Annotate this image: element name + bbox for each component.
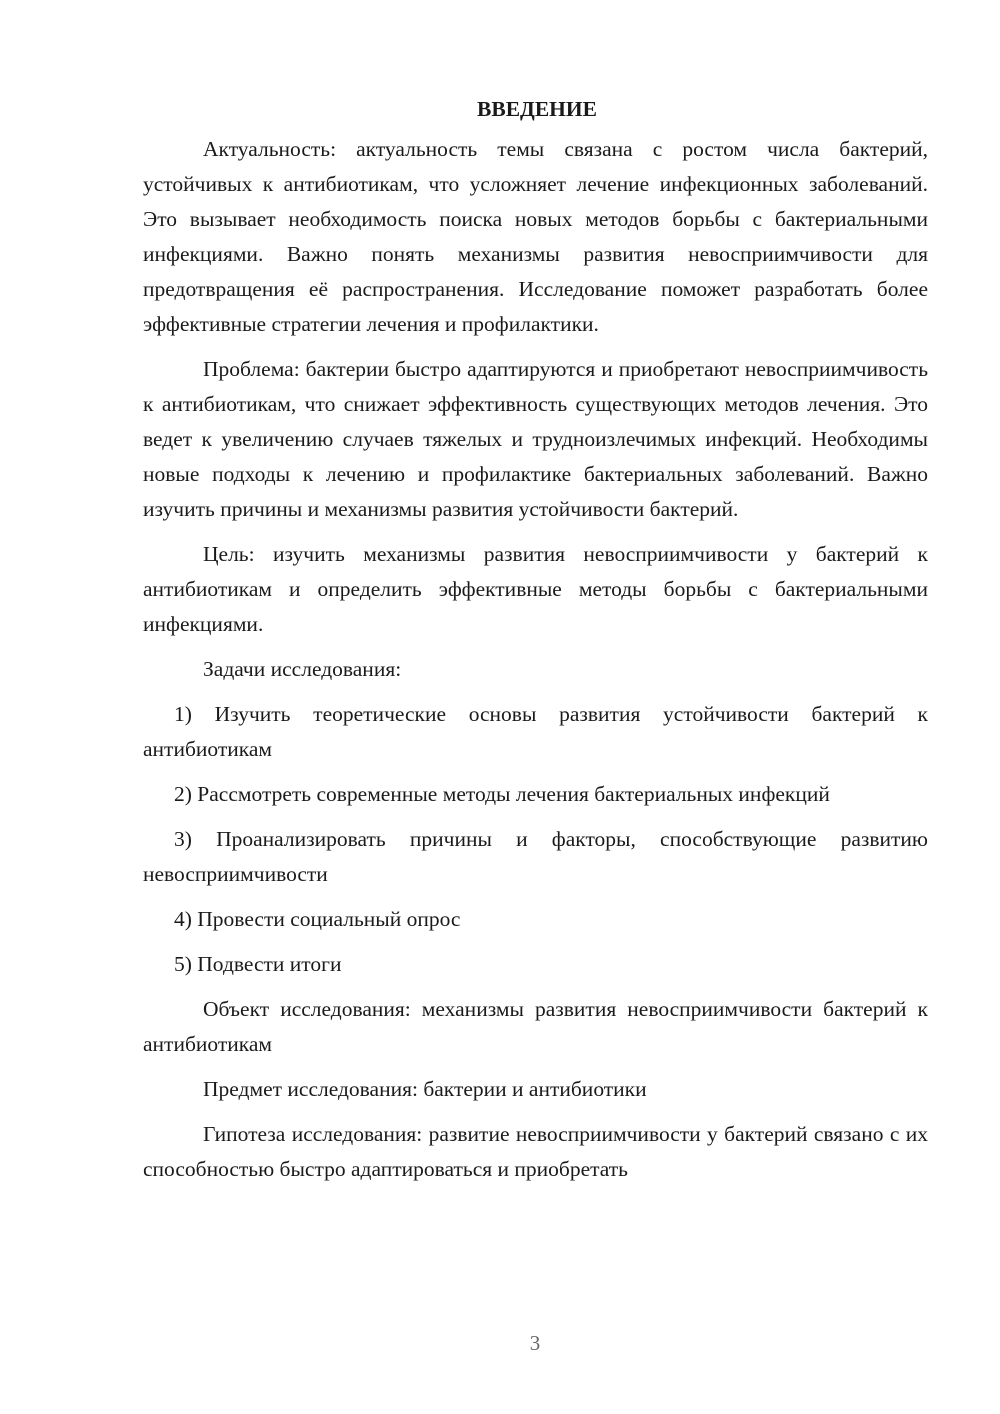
section-heading: ВВЕДЕНИЕ (477, 97, 597, 121)
task-item-3: 3) Проанализировать причины и факторы, способствующие развитию невосприимчивости (143, 827, 928, 886)
hypothesis-paragraph: Гипотеза исследования: развитие невосприимчивости у бактерий связано с их способностью быстро адаптироваться и приобретать (143, 1122, 928, 1181)
problem-paragraph: Проблема: бактерии быстро адаптируются и приобретают невосприимчивость к антибиотикам, что снижает эффективность существующих методов лечения. Это ведет к увеличению случаев тяжелых и трудноизлечимых инфекций. Необходимы новые подходы к лечению и профилактике бактериальных заболеваний. Важно изучить причины и механизмы развития устойчивости бактерий. (143, 357, 928, 521)
document-page (143, 92, 928, 1197)
subject-paragraph: Предмет исследования: бактерии и антибиотики (203, 1077, 647, 1101)
object-paragraph: Объект исследования: механизмы развития невосприимчивости бактерий к антибиотикам (143, 997, 928, 1056)
task-item-5: 5) Подвести итоги (174, 952, 342, 976)
tasks-title: Задачи исследования: (203, 657, 402, 681)
task-item-1: 1) Изучить теоретические основы развития устойчивости бактерий к антибиотикам (143, 702, 928, 761)
task-item-4: 4) Провести социальный опрос (174, 907, 461, 931)
relevance-paragraph: Актуальность: актуальность темы связана с ростом числа бактерий, устойчивых к антибиотикам, что усложняет лечение инфекционных заболеваний. Это вызывает необходимость поиска новых методов борьбы с бактериальными инфекциями. Важно понять механизмы развития невосприимчивости для предотвращения её распространения. Исследование поможет разработать более эффективные стратегии лечения и профилактики. (143, 137, 928, 336)
task-item-2: 2) Рассмотреть современные методы лечения бактериальных инфекций (174, 782, 830, 806)
page-number: 3 (529, 1331, 541, 1355)
goal-paragraph: Цель: изучить механизмы развития невосприимчивости у бактерий к антибиотикам и определить эффективные методы борьбы с бактериальными инфекциями. (143, 542, 928, 636)
